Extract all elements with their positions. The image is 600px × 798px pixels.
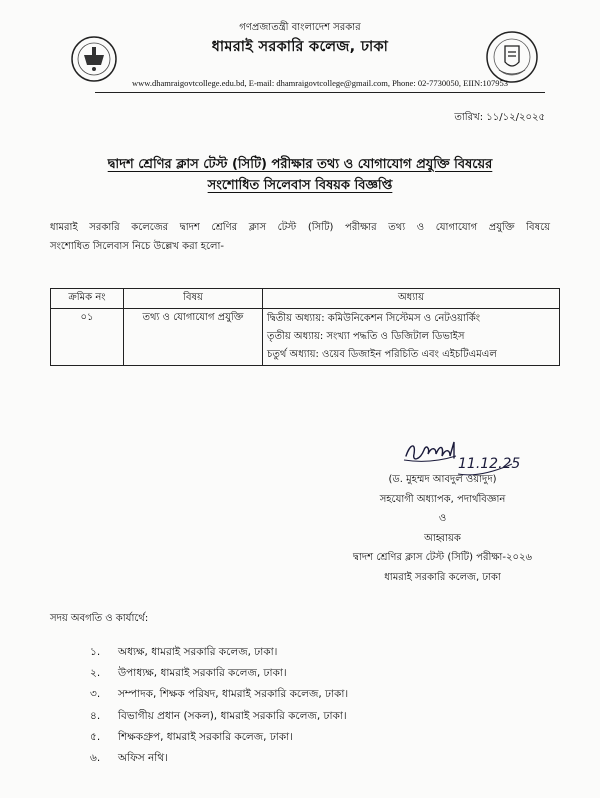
header-divider bbox=[95, 92, 545, 93]
chapter-item: চতুর্থ অধ্যায়: ওয়েব ডিজাইন পরিচিতি এবং এইচটিএমএল bbox=[267, 349, 497, 360]
list-item bbox=[90, 706, 530, 727]
row-serial: ০১ bbox=[51, 309, 124, 366]
list-item bbox=[90, 748, 530, 769]
list-item-number: ৪. bbox=[90, 709, 101, 722]
list-item bbox=[90, 684, 530, 705]
college-crest-icon bbox=[485, 30, 539, 84]
notice-subject bbox=[50, 154, 550, 196]
signatory-institution: ধামরাই সরকারি কলেজ, ঢাকা bbox=[384, 571, 501, 583]
signatory-role: আহ্বায়ক bbox=[424, 532, 461, 544]
body-line-1: ধামরাই সরকারি কলেজের দ্বাদশ শ্রেণির ক্লাস টেস্ট (সিটি) পরীক্ষার তথ্য ও যোগাযোগ প্রযুক্তি বিষয়ে bbox=[50, 222, 550, 233]
list-item bbox=[90, 642, 530, 663]
signatory-block bbox=[320, 470, 565, 587]
signature-date: 11.12.25 bbox=[458, 456, 520, 472]
list-item-text: অধ্যক্ষ, ধামরাই সরকারি কলেজ, ঢাকা। bbox=[118, 646, 278, 658]
list-item-text: বিভাগীয় প্রধান (সকল), ধামরাই সরকারি কলেজ, ঢাকা। bbox=[118, 709, 347, 722]
table-row bbox=[51, 309, 560, 366]
contact-line: www.dhamraigovtcollege.edu.bd, E-mail: dhamraigovtcollege@gmail.com, Phone: 02-7730050, EIIN:107953 bbox=[132, 78, 508, 88]
syllabus-table bbox=[50, 288, 560, 366]
college-name: ধামরাই সরকারি কলেজ, ঢাকা bbox=[211, 39, 389, 55]
chapter-item: তৃতীয় অধ্যায়: সংখ্যা পদ্ধতি ও ডিজিটাল ডিভাইস bbox=[267, 331, 465, 342]
list-item-text: উপাধ্যক্ষ, ধামরাই সরকারি কলেজ, ঢাকা। bbox=[118, 667, 287, 680]
signatory-conjunction: ও bbox=[438, 513, 447, 524]
list-item bbox=[90, 727, 530, 748]
body-line-2: সংশোধিত সিলেবাস নিচে উল্লেখ করা হলো- bbox=[50, 241, 224, 252]
list-item-number: ১. bbox=[90, 646, 101, 658]
subject-line-1: দ্বাদশ শ্রেণির ক্লাস টেস্ট (সিটি) পরীক্ষার তথ্য ও যোগাযোগ প্রযুক্তি বিষয়ের bbox=[107, 157, 493, 172]
list-item-number: ২. bbox=[90, 667, 101, 680]
list-item-text: সম্পাদক, শিক্ষক পরিষদ, ধামরাই সরকারি কলেজ, ঢাকা। bbox=[118, 688, 349, 701]
list-item bbox=[90, 663, 530, 684]
government-heading: গণপ্রজাতন্ত্রী বাংলাদেশ সরকার bbox=[239, 22, 361, 33]
list-item-text: অফিস নথি। bbox=[118, 752, 168, 765]
table-header-row bbox=[51, 289, 560, 309]
list-item-text: শিক্ষকগ্রুপ, ধামরাই সরকারি কলেজ, ঢাকা। bbox=[118, 730, 293, 743]
header-serial: ক্রমিক নং bbox=[51, 289, 124, 309]
signatory-committee: দ্বাদশ শ্রেণির ক্লাস টেস্ট (সিটি) পরীক্ষা-২০২৬ bbox=[353, 552, 532, 563]
header-chapter: অধ্যায় bbox=[263, 289, 560, 309]
chapter-item: দ্বিতীয় অধ্যায়: কমিউনিকেশন সিস্টেমস ও নেটওয়ার্কিং bbox=[267, 313, 481, 324]
list-item-number: ৫. bbox=[90, 730, 101, 743]
signatory-name: (ড. মুহম্মদ আবদুল ওয়াদুদ) bbox=[388, 474, 497, 485]
subject-line-2: সংশোধিত সিলেবাস বিষয়ক বিজ্ঞপ্তি bbox=[207, 178, 393, 193]
row-subject: তথ্য ও যোগাযোগ প্রযুক্তি bbox=[124, 309, 263, 366]
copy-to-title: সদয় অবগতি ও কার্যার্থে: bbox=[50, 613, 149, 624]
signatory-designation: সহযোগী অধ্যাপক, পদার্থবিজ্ঞান bbox=[379, 493, 506, 505]
body-paragraph bbox=[50, 218, 550, 256]
notice-date: তারিখ: ১১/১২/২০২৫ bbox=[454, 112, 545, 123]
row-chapters bbox=[263, 309, 560, 366]
copy-to-list bbox=[90, 642, 530, 769]
list-item-number: ৬. bbox=[90, 752, 101, 765]
list-item-number: ৩. bbox=[90, 688, 101, 701]
header-subject: বিষয় bbox=[124, 289, 263, 309]
